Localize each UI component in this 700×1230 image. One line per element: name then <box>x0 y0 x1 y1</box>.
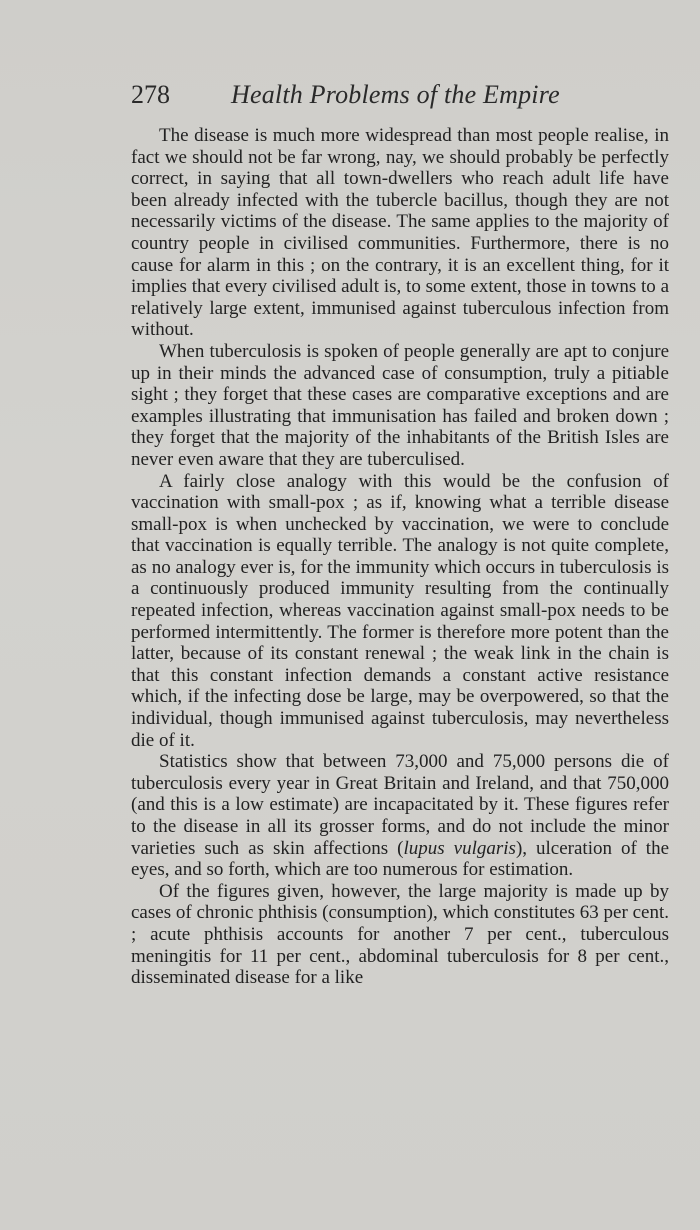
paragraph-4 <box>131 751 669 881</box>
running-title: Health Problems of the Empire <box>231 80 560 109</box>
paragraph-4-part-1: Statistics show that between 73,000 and 75,000 persons die of tuberculosis every year in Great Britain and Ireland, and that 750,000 (and this is a low estimate) are incapacitated by it. These figures refer to the disease in all its grosser forms, and do not include the minor varieties such as skin affections ( <box>131 751 669 859</box>
paragraph-3: A fairly close analogy with this would be the confusion of vaccination with small-pox ; as if, knowing what a terrible disease small-pox is when unchecked by vaccination, we were to conclude that vaccination is equally terrible. The analogy is not quite complete, as no analogy ever is, for the immunity which occurs in tuberculosis is a continuously produced immunity resulting from the continually repeated infection, whereas vaccination against small-pox needs to be performed intermittently. The former is therefore more potent than the latter, because of its constant renewal ; the weak link in the chain is that this constant infection demands a constant active resistance which, if the infecting dose be large, may be overpowered, so that the individual, though immunised against tuberculosis, may nevertheless die of it. <box>131 470 669 751</box>
paragraph-5: Of the figures given, however, the large majority is made up by cases of chronic phthisis (consumption), which constitutes 63 per cent. ; acute phthisis accounts for another 7 per cent., tuberculous meningitis for 11 per cent., abdominal tuberculosis for 8 per cent., disseminated disease for a like <box>131 880 669 989</box>
paragraph-1: The disease is much more widespread than most people realise, in fact we should not be far wrong, nay, we should probably be perfectly correct, in saying that all town-dwellers who reach adult life have been already infected with the tubercle bacillus, though they are not necessarily victims of the disease. The same applies to the majority of country people in civilised communities. Furthermore, there is no cause for alarm in this ; on the contrary, it is an excellent thing, for it implies that every civilised adult is, to some extent, those in towns to a relatively large extent, immunised against tuberculous infection from without. <box>131 125 669 341</box>
page-number: 278 <box>131 80 170 109</box>
paragraph-2: When tuberculosis is spoken of people generally are apt to conjure up in their minds the advanced case of consumption, truly a pitiable sight ; they forget that these cases are comparative exceptions and are examples illustrating that immunisation has failed and broken down ; they forget that the majority of the inhabitants of the British Isles are never even aware that they are tuberculised. <box>131 340 669 470</box>
paragraph-4-part-2: ), ulceration of the eyes, and so forth, which are too numerous for estimation. <box>131 837 670 881</box>
italic-term: lupus vulgaris <box>403 837 516 859</box>
body-text <box>131 125 669 989</box>
page-header <box>131 80 671 114</box>
